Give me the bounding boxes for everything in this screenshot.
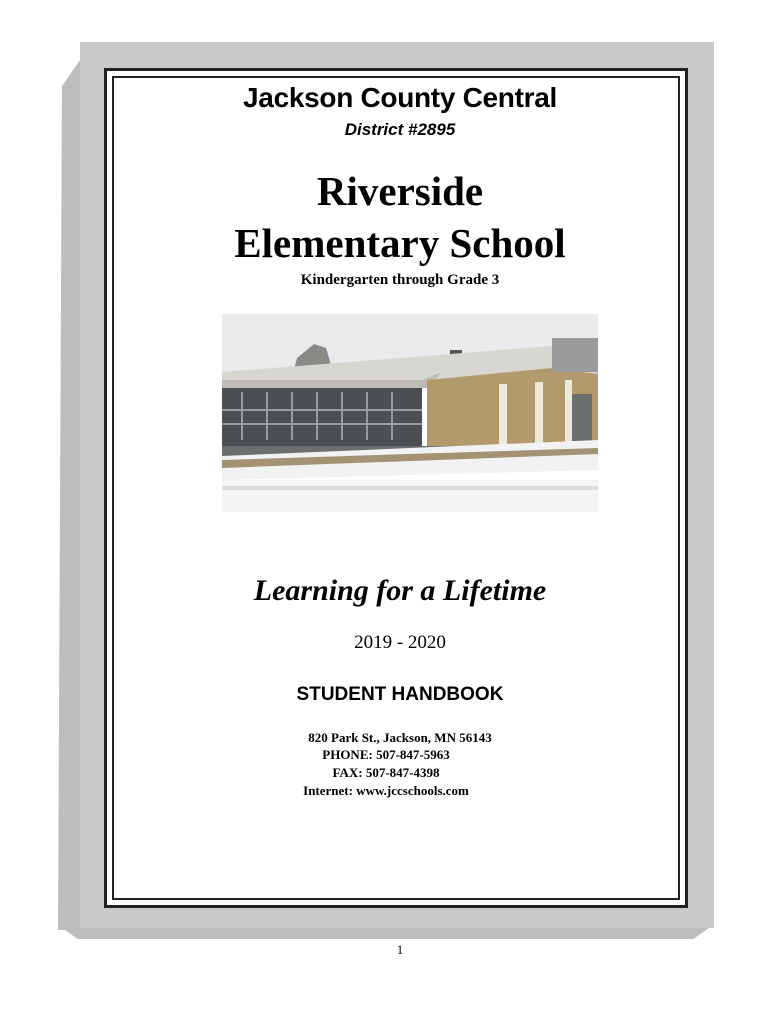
grade-range: Kindergarten through Grade 3 [300, 272, 500, 288]
district-name: Jackson County Central [243, 82, 557, 113]
school-name-line-2: Elementary School [234, 220, 566, 266]
page-number: 1 [396, 942, 404, 957]
phone-number: PHONE: 507-847-5963 [322, 747, 450, 762]
motto: Learning for a Lifetime [253, 574, 547, 607]
website: Internet: www.jccschools.com [303, 783, 469, 798]
document-title: STUDENT HANDBOOK [296, 684, 504, 705]
school-building-photo [222, 310, 598, 512]
page-shadow-left [58, 60, 80, 930]
fax-number: FAX: 507-847-4398 [332, 765, 440, 780]
school-name [100, 165, 700, 269]
school-year: 2019 - 2020 [354, 632, 446, 653]
district-number: District #2895 [344, 120, 456, 139]
address: 820 Park St., Jackson, MN 56143 [308, 730, 492, 745]
school-name-line-1: Riverside [316, 168, 484, 214]
